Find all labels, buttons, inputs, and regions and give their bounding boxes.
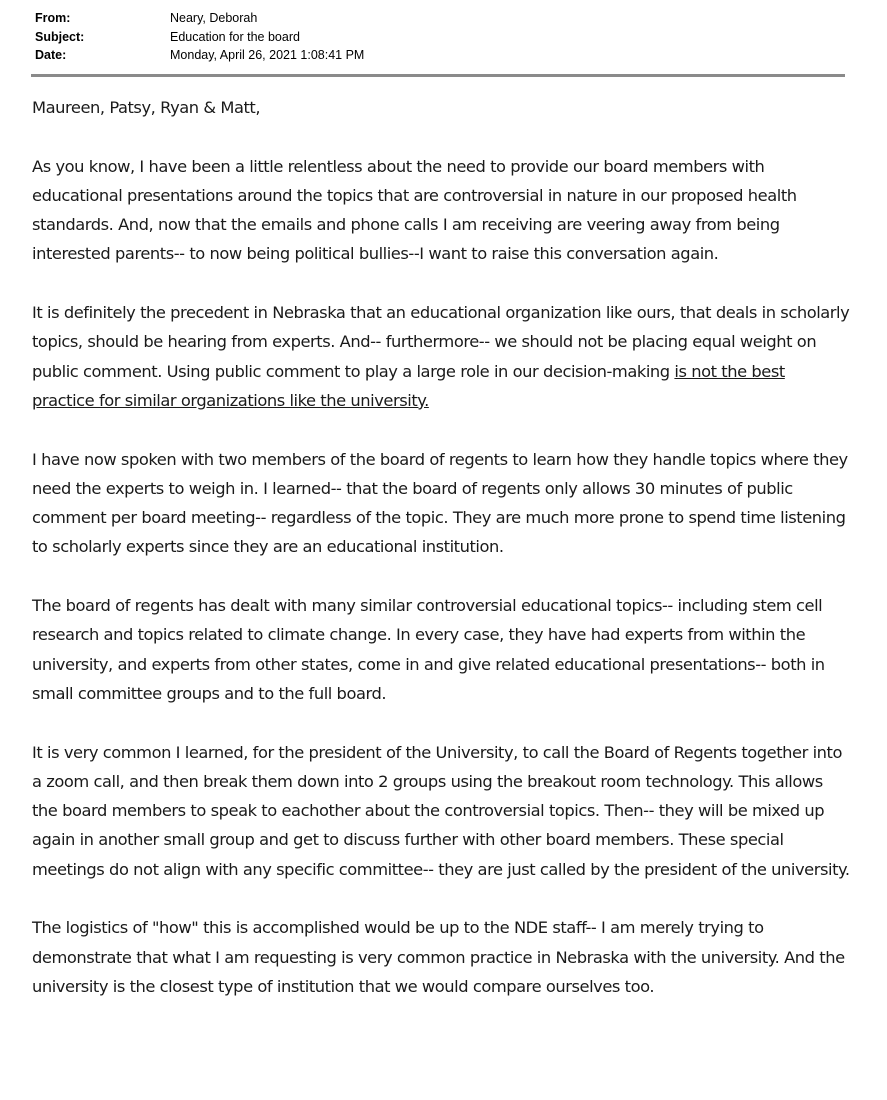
date-value: Monday, April 26, 2021 1:08:41 PM [170, 48, 365, 62]
greeting: Maureen, Patsy, Ryan & Matt, [32, 98, 261, 117]
paragraph-2-text: It is definitely the precedent in Nebraska that an educational organization like ours, that deals in scholarly topics, should be hearing from experts. And-- furthermore-- we should not be placing equal weight on public comment. Using public comment to play a large role in our decision-making [32, 303, 850, 381]
from-value: Neary, Deborah [170, 11, 258, 25]
subject-value: Education for the board [170, 29, 300, 44]
header-divider [31, 74, 845, 77]
paragraph-5: It is very common I learned, for the president of the University, to call the Board of Regents together into a zoom call, and then break them down into 2 groups using the breakout room technology. This allows the board members to speak to eachother about the controversial topics. Then-- they will be mixed up again in another small group and get to discuss further with other board members. These special meetings do not align with any specific committee-- they are just called by the president of the university. [32, 742, 850, 879]
subject-label: Subject: [35, 29, 85, 44]
email-body [32, 93, 850, 1031]
paragraph-4: The board of regents has dealt with many similar controversial educational topics-- including stem cell research and topics related to climate change. In every case, they have had experts from within the university, and experts from other states, come in and give related educational presentations-- both in small committee groups and to the full board. [32, 596, 825, 703]
subject-row [35, 28, 855, 47]
from-row [35, 9, 855, 28]
date-row [35, 46, 855, 65]
from-label: From: [35, 11, 71, 25]
email-header [35, 9, 855, 65]
paragraph-1: As you know, I have been a little relentless about the need to provide our board members with educational presentations around the topics that are controversial in nature in our proposed health standards. And, now that the emails and phone calls I am receiving are veering away from being interested parents-- to now being political bullies--I want to raise this conversation again. [32, 156, 797, 264]
paragraph-3: I have now spoken with two members of the board of regents to learn how they handle topics where they need the experts to weigh in. I learned-- that the board of regents only allows 30 minutes of public comment per board meeting-- regardless of the topic. They are much more prone to spend time listening to scholarly experts since they are an educational institution. [32, 449, 848, 557]
date-label: Date: [35, 48, 67, 62]
paragraph-2-underlined-text: is not the best practice for similar organizations like the university. [32, 361, 785, 410]
paragraph-6: The logistics of "how" this is accomplished would be up to the NDE staff-- I am merely trying to demonstrate that what I am requesting is very common practice in Nebraska with the university. And the university is the closest type of institution that we would compare ourselves too. [32, 918, 845, 996]
paragraph-2 [32, 298, 850, 415]
